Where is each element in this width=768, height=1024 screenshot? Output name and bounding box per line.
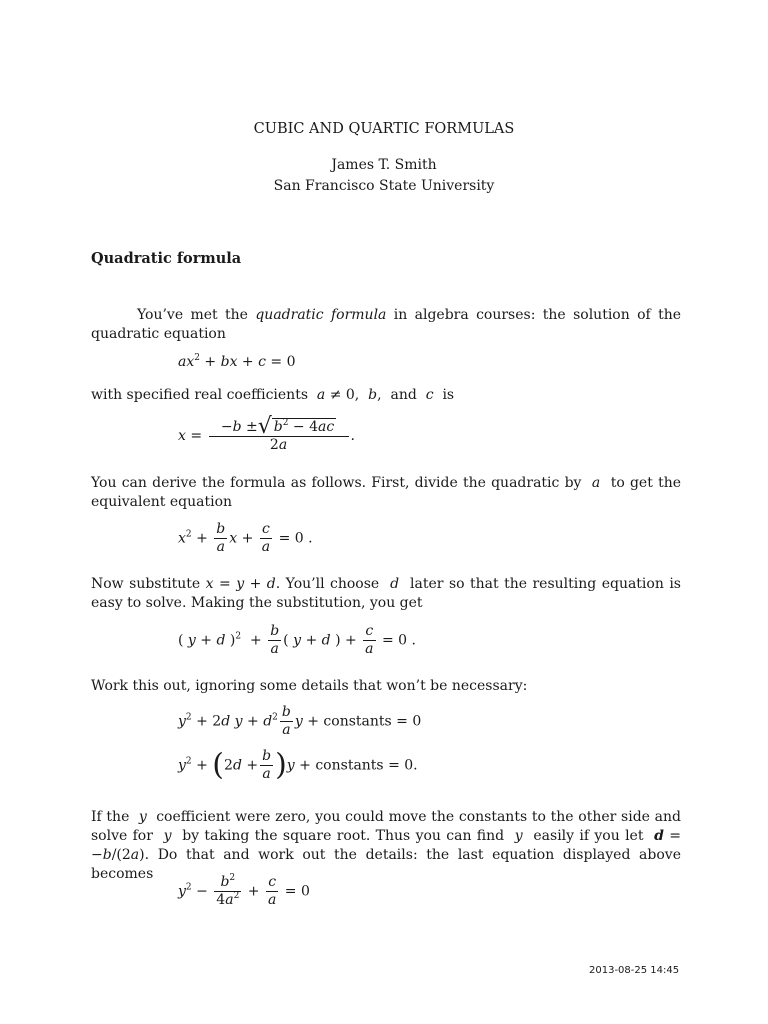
paragraph-intro bbox=[91, 306, 681, 344]
paragraph-substitution: Now substitute x = y + d. You’ll choose d later so that the resulting equation is easy to solve. Making the substitution, you get bbox=[91, 576, 681, 611]
equation-normalized: $x^2$ + $\frac{b}{a}$ x + $\frac{c}{a}$ = 0 . bbox=[178, 521, 313, 555]
footer-timestamp: 2013-08-25 14:45 bbox=[589, 965, 680, 976]
equation-grouped: $y^2 + (2d$ + $\frac{b}{a}$ )y + constants = 0. bbox=[178, 747, 418, 783]
paragraph-derivation: You can derive the formula as follows. First, divide the quadratic by a to get the equivalent equation bbox=[91, 475, 681, 510]
constants-term: constants bbox=[315, 757, 384, 774]
paragraph-text: Work this out, ignoring some details that won’t be necessary: bbox=[91, 678, 528, 694]
paragraph-workout bbox=[91, 677, 681, 696]
paper-title: CUBIC AND QUARTIC FORMULAS bbox=[253, 121, 515, 137]
paragraph-text: with specified real coefficients bbox=[91, 387, 308, 403]
paragraph-coefficients: with specified real coefficients a ≠ 0, b, and c is bbox=[91, 387, 455, 403]
equation-expanded: $y^2 + 2d$ $y + d^2$ $\frac{b}{a}$ y + constants = 0 bbox=[178, 704, 422, 738]
paragraph-completing-square: If the y coefficient were zero, you could move the constants to the other side and solve for y by taking the square root. Thus you can find y easily if you let d = −b/(2a). Do that and work out the details: the last equation displayed above becomes bbox=[91, 809, 682, 882]
equation-quadratic: $ax^2$ + bx + c = 0 bbox=[178, 353, 296, 370]
paragraph-text: . Do that and work out the details: the last equation displayed above becomes bbox=[91, 847, 681, 882]
paragraph-text: coefficient were zero, you could move the constants to the other side and solve for bbox=[91, 809, 682, 844]
paragraph-text: easily if you let bbox=[533, 828, 644, 844]
author-affiliation: San Francisco State University bbox=[273, 178, 495, 194]
paragraph-text: in algebra courses: the solution of the quadratic equation bbox=[91, 307, 682, 342]
equation-final: $y^2$ − $\frac{b^2}{4a^2}$ + $\frac{c}{a}$ = 0 bbox=[178, 873, 310, 908]
paragraph-text: to get the equivalent equation bbox=[91, 475, 681, 510]
paragraph-text: by taking the square root. Thus you can find bbox=[182, 828, 505, 844]
author-name: James T. Smith bbox=[331, 157, 437, 173]
paragraph-text: If the bbox=[91, 809, 130, 825]
paragraph-text: Now substitute bbox=[91, 576, 201, 592]
paragraph-text: . You’ll choose bbox=[275, 576, 380, 592]
paragraph-text: later so that the resulting equation is easy to solve. Making the substitution, you get bbox=[91, 576, 681, 611]
paragraph-text: is bbox=[442, 387, 455, 403]
emphasis-term: quadratic formula bbox=[255, 307, 387, 323]
paragraph-text: You can derive the formula as follows. First, divide the quadratic by bbox=[91, 475, 582, 491]
equation-quadratic-formula: x = $\frac{-b \pm√ b^2 - 4ac}{2a}$ . bbox=[178, 414, 355, 453]
equation-substituted: ( y + d )$^2$ + $\frac{b}{a}$ ( y + d ) + $\frac{c}{a}$ = 0 . bbox=[178, 623, 416, 657]
paragraph-text: You’ve met the bbox=[137, 307, 248, 323]
section-heading: Quadratic formula bbox=[91, 250, 242, 267]
constants-term: constants bbox=[323, 713, 392, 730]
